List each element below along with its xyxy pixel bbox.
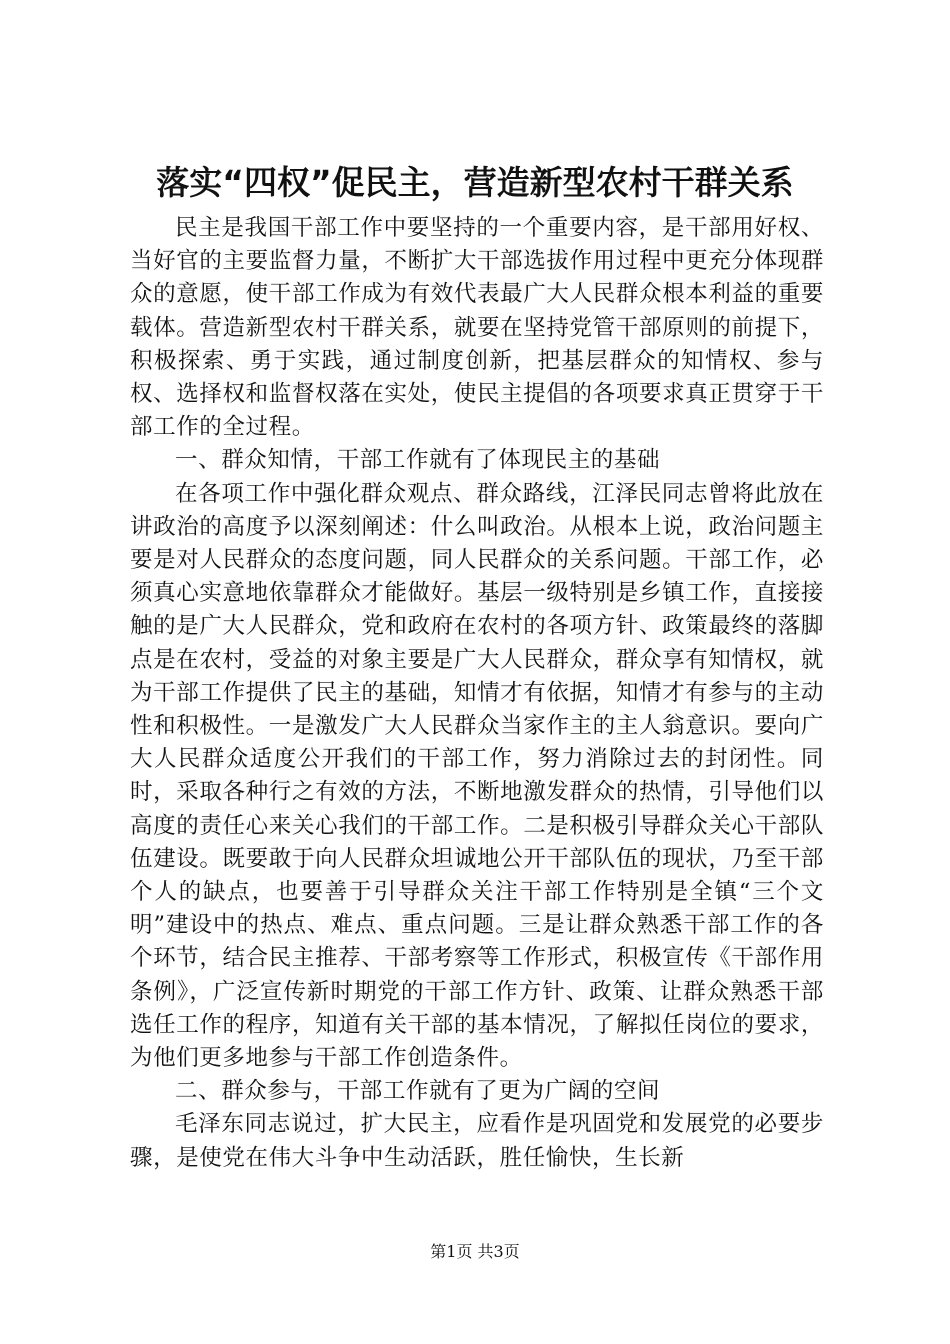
paragraph-section-2: 毛泽东同志说过，扩大民主，应看作是巩固党和发展党的必要步骤，是使党在伟大斗争中生动活跃，胜任愉快，生长新 xyxy=(130,1111,824,1171)
page-footer: 第1页 共3页 xyxy=(430,1242,520,1261)
document-title: 落实“四权”促民主，营造新型农村干群关系 xyxy=(156,163,794,202)
section-heading-1: 一、群众知情，干部工作就有了体现民主的基础 xyxy=(175,447,661,474)
section-heading-2: 二、群众参与，干部工作就有了更为广阔的空间 xyxy=(175,1078,661,1105)
paragraph-section-1: 在各项工作中强化群众观点、群众路线，江泽民同志曾将此放在讲政治的高度予以深刻阐述：什么叫政治。从根本上说，政治问题主要是对人民群众的态度问题，同人民群众的关系问题。干部工作，必须真心实意地依靠群众才能做好。基层一级特别是乡镇工作，直接接触的是广大人民群众，党和政府在农村的各项方针、政策最终的落脚点是在农村，受益的对象主要是广大人民群众，群众享有知情权，就为干部工作提供了民主的基础，知情才有依据，知情才有参与的主动性和积极性。一是激发广大人民群众当家作主的主人翁意识。要向广大人民群众适度公开我们的干部工作，努力消除过去的封闭性。同时，采取各种行之有效的方法，不断地激发群众的热情，引导他们以高度的责任心来关心我们的干部工作。二是积极引导群众关心干部队伍建设。既要敢于向人民群众坦诚地公开干部队伍的现状，乃至干部个人的缺点，也要善于引导群众关注干部工作特别是全镇“三个文明”建设中的热点、难点、重点问题。三是让群众熟悉干部工作的各个环节，结合民主推荐、干部考察等工作形式，积极宣传《干部作用条例》，广泛宣传新时期党的干部工作方针、政策、让群众熟悉干部选任工作的程序，知道有关干部的基本情况，了解拟任岗位的要求，为他们更多地参与干部工作创造条件。 xyxy=(130,480,824,1072)
document-body xyxy=(130,212,824,1175)
paragraph-intro: 民主是我国干部工作中要坚持的一个重要内容，是干部用好权、当好官的主要监督力量，不断扩大干部选拔作用过程中更充分体现群众的意愿，使干部工作成为有效代表最广大人民群众根本利益的重要载体。营造新型农村干群关系，就要在坚持党管干部原则的前提下，积极探索、勇于实践，通过制度创新，把基层群众的知情权、参与权、选择权和监督权落在实处，使民主提倡的各项要求真正贯穿于干部工作的全过程。 xyxy=(130,215,824,441)
